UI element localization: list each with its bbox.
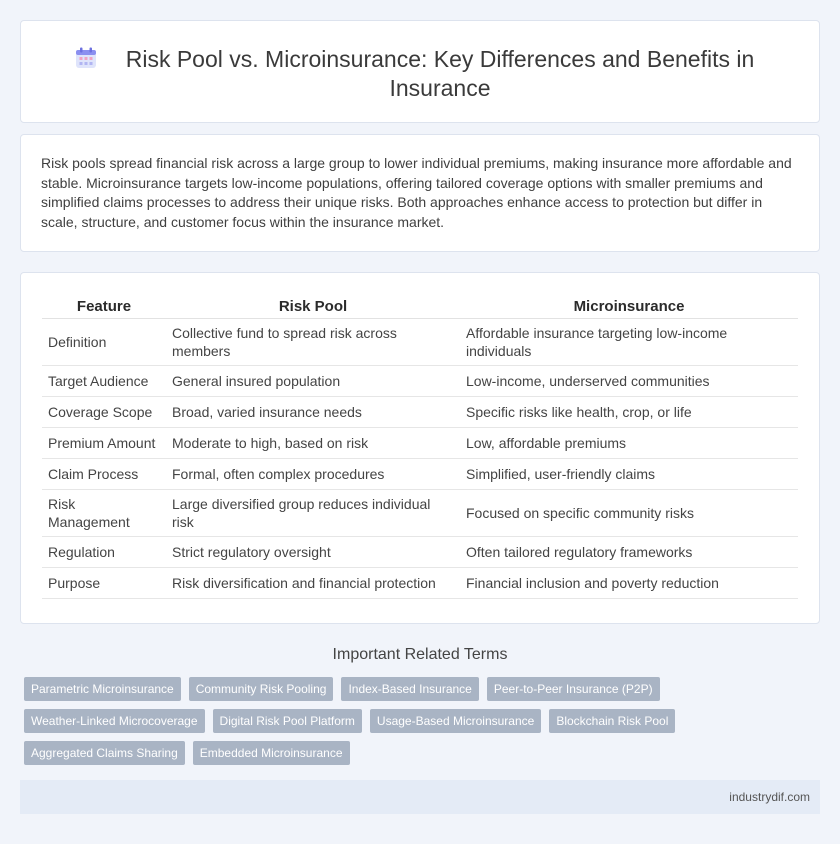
table-cell: Focused on specific community risks (460, 489, 798, 536)
column-header-risk-pool: Risk Pool (166, 296, 460, 318)
footer (20, 780, 820, 814)
table-cell: Simplified, user-friendly claims (460, 458, 798, 489)
tag-aggregated-claims-sharing[interactable]: Aggregated Claims Sharing (24, 741, 185, 765)
table-header-row (42, 296, 798, 318)
table-cell: Regulation (42, 536, 166, 567)
table-cell: Moderate to high, based on risk (166, 427, 460, 458)
table-row (42, 318, 798, 365)
tag-row (24, 709, 684, 733)
tag-peer-to-peer-insurance[interactable]: Peer-to-Peer Insurance (P2P) (487, 677, 660, 701)
tag-digital-risk-pool-platform[interactable]: Digital Risk Pool Platform (213, 709, 362, 733)
footer-site-link[interactable]: industrydif.com (729, 790, 810, 804)
comparison-table (42, 296, 798, 599)
table-cell: Coverage Scope (42, 396, 166, 427)
table-cell: Purpose (42, 567, 166, 598)
table-cell: Target Audience (42, 365, 166, 396)
tag-blockchain-risk-pool[interactable]: Blockchain Risk Pool (549, 709, 675, 733)
table-row (42, 489, 798, 536)
table-row (42, 427, 798, 458)
table-cell: Affordable insurance targeting low-income individuals (460, 318, 798, 365)
intro-paragraph: Risk pools spread financial risk across a large group to lower individual premiums, making insurance more affordable and stable. Microinsurance targets low-income populations, offering tailored coverage options with smaller premiums and simplified claims processes to address their unique risks. Both approaches enhance access to protection but differ in scale, structure, and customer focus within the insurance market. (41, 155, 792, 230)
tag-embedded-microinsurance[interactable]: Embedded Microinsurance (193, 741, 350, 765)
table-cell: Claim Process (42, 458, 166, 489)
table-row (42, 396, 798, 427)
page-title: Risk Pool vs. Microinsurance: Key Differences and Benefits in Insurance (125, 46, 755, 101)
table-cell: Formal, often complex procedures (166, 458, 460, 489)
table-row (42, 536, 798, 567)
table-cell: Financial inclusion and poverty reduction (460, 567, 798, 598)
tag-row (24, 677, 684, 701)
table-cell: General insured population (166, 365, 460, 396)
table-cell: Risk Management (42, 489, 166, 536)
table-row (42, 458, 798, 489)
column-header-microinsurance: Microinsurance (460, 296, 798, 318)
table-cell: Low, affordable premiums (460, 427, 798, 458)
tag-index-based-insurance[interactable]: Index-Based Insurance (341, 677, 478, 701)
header-card (20, 20, 820, 123)
table-cell: Collective fund to spread risk across members (166, 318, 460, 365)
table-cell: Risk diversification and financial protection (166, 567, 460, 598)
tag-parametric-microinsurance[interactable]: Parametric Microinsurance (24, 677, 181, 701)
table-row (42, 567, 798, 598)
table-cell: Definition (42, 318, 166, 365)
table-cell: Large diversified group reduces individual risk (166, 489, 460, 536)
comparison-table-card (20, 272, 820, 624)
table-cell: Specific risks like health, crop, or life (460, 396, 798, 427)
column-header-feature: Feature (42, 296, 166, 318)
table-row (42, 365, 798, 396)
tag-community-risk-pooling[interactable]: Community Risk Pooling (189, 677, 334, 701)
table-cell: Premium Amount (42, 427, 166, 458)
table-cell: Broad, varied insurance needs (166, 396, 460, 427)
intro-card (20, 134, 820, 252)
tag-usage-based-microinsurance[interactable]: Usage-Based Microinsurance (370, 709, 541, 733)
related-terms-tags (24, 677, 684, 773)
related-terms-heading: Important Related Terms (332, 646, 508, 663)
table-cell: Strict regulatory oversight (166, 536, 460, 567)
tag-row (24, 741, 684, 765)
table-cell: Low-income, underserved communities (460, 365, 798, 396)
tag-weather-linked-microcoverage[interactable]: Weather-Linked Microcoverage (24, 709, 205, 733)
table-cell: Often tailored regulatory frameworks (460, 536, 798, 567)
